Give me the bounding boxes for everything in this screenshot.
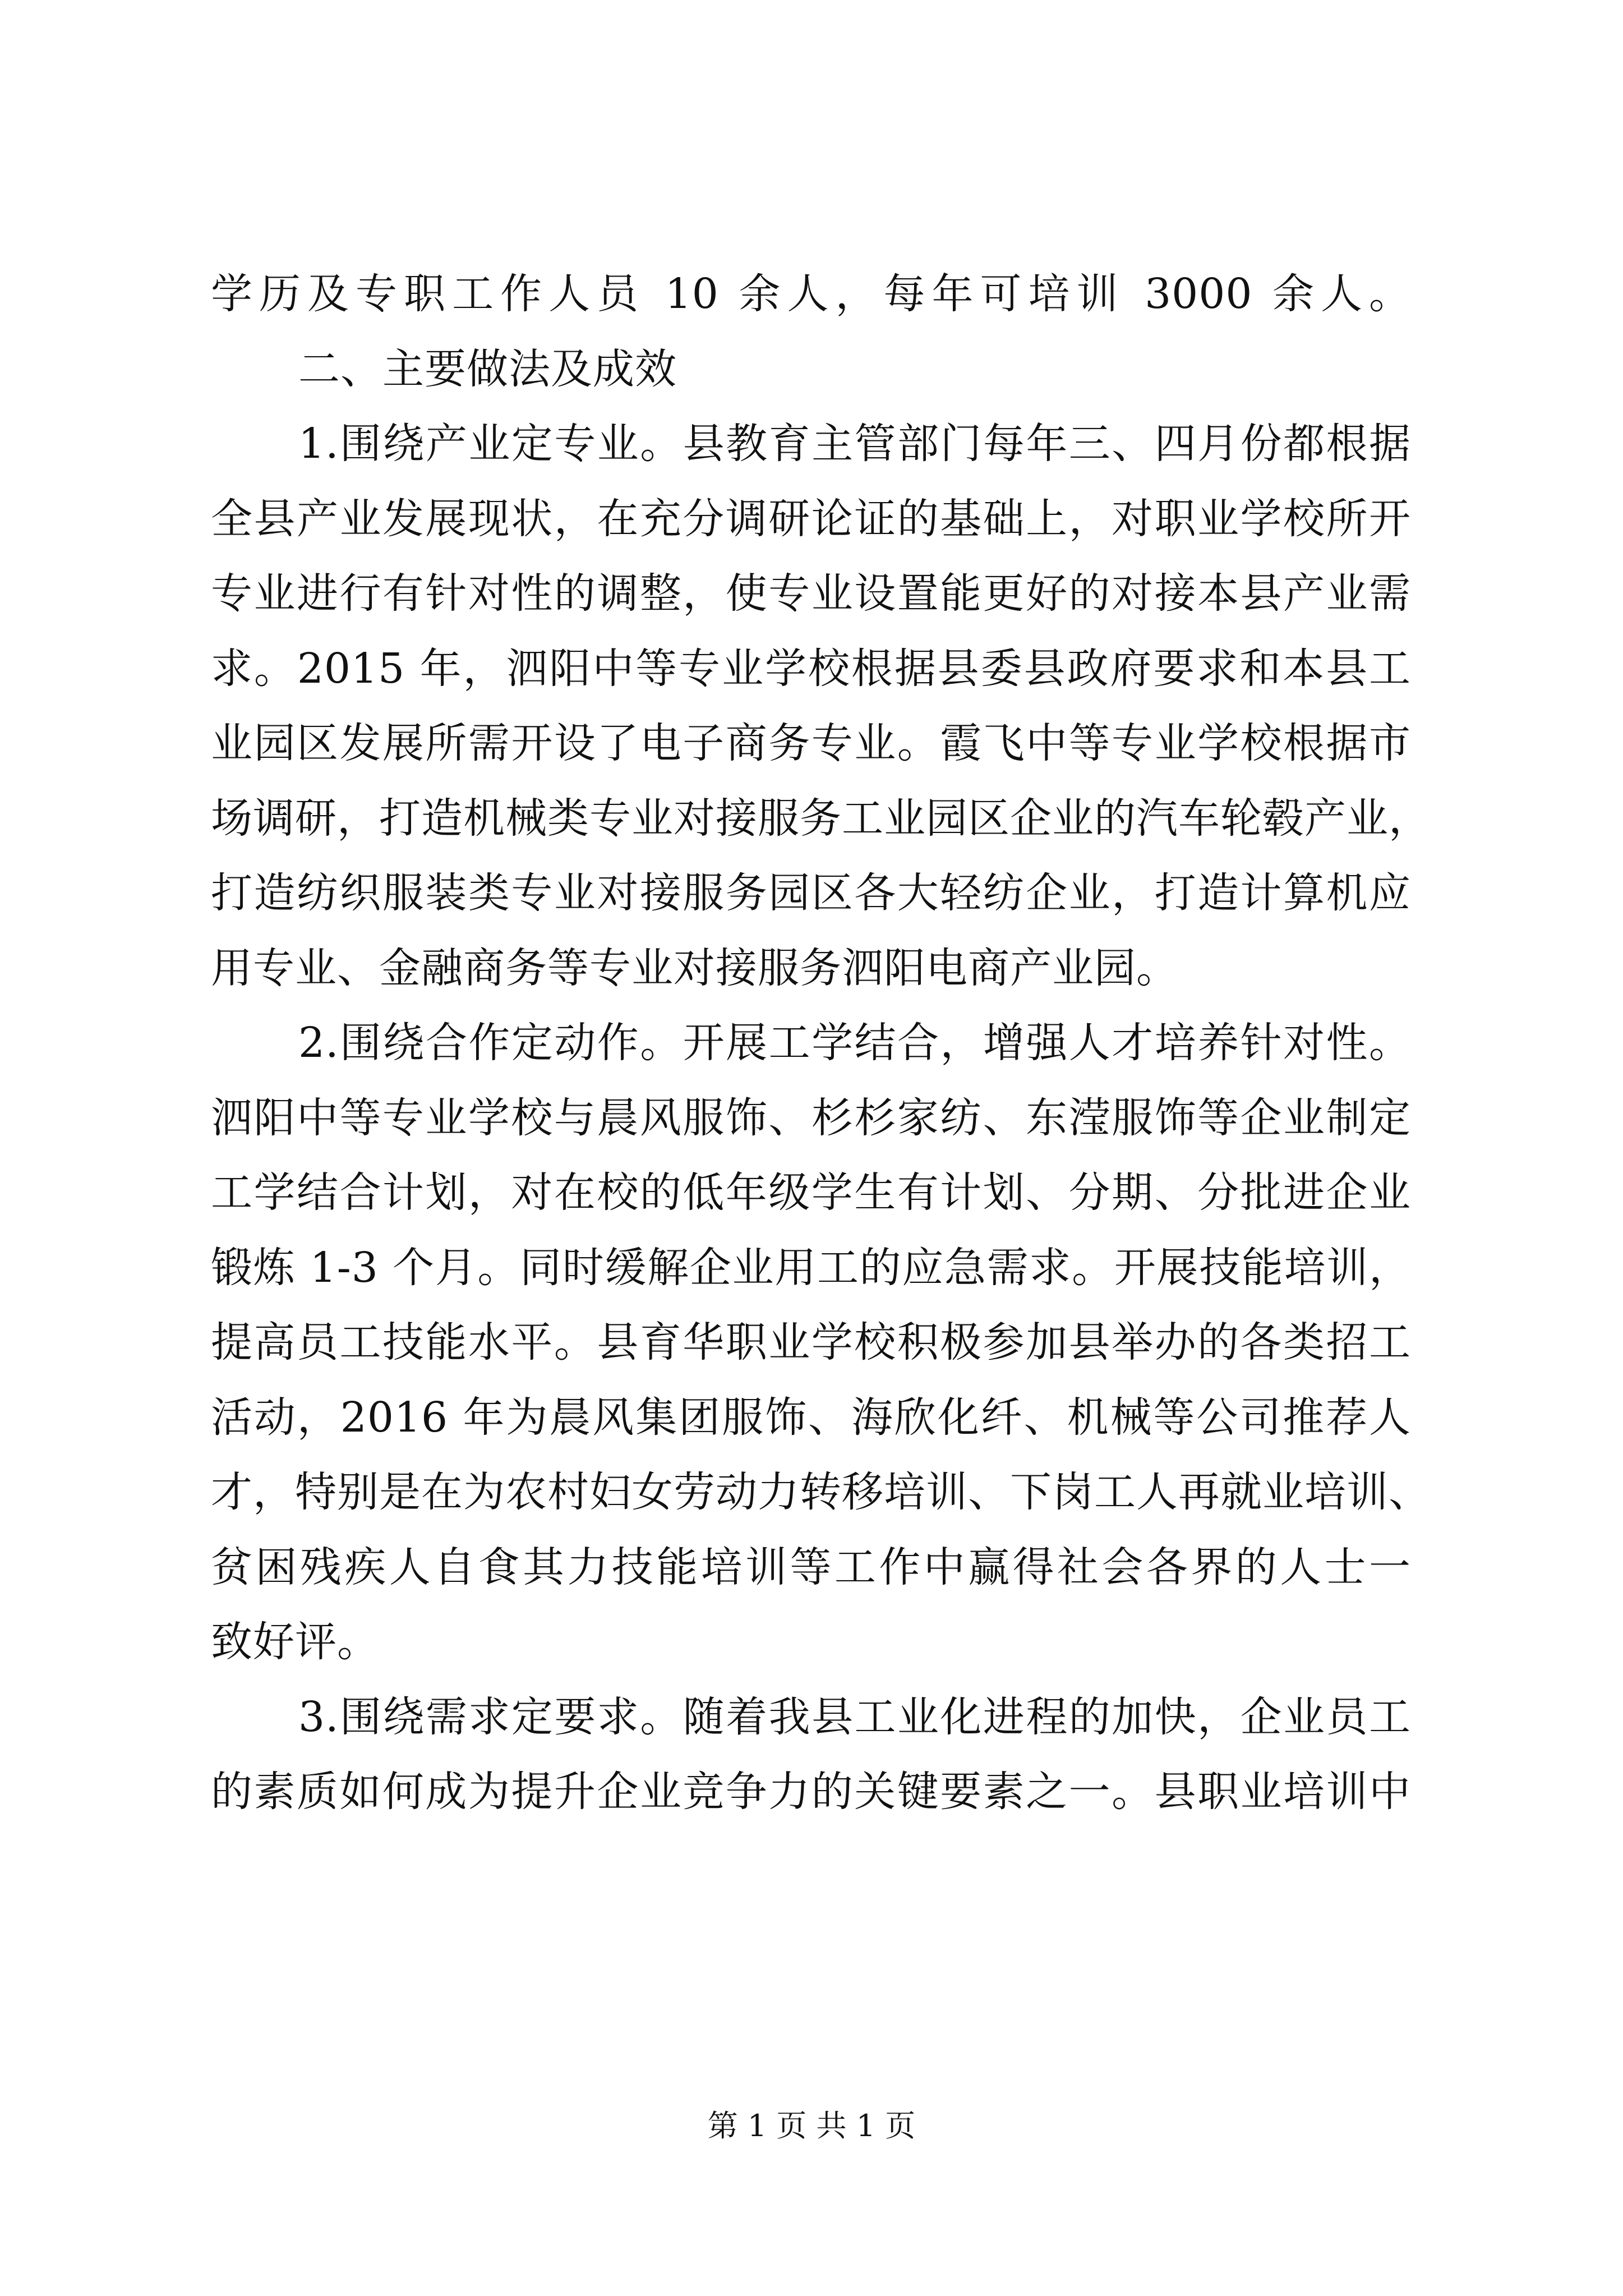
text-line: 才，特别是在为农村妇女劳动力转移培训、下岗工人再就业培训、 [211, 1468, 1431, 1516]
body-text [211, 257, 1431, 1830]
text-line: 用专业、金融商务等专业对接服务泗阳电商产业园。 [211, 944, 1178, 992]
text-line: 打造纺织服装类专业对接服务园区各大轻纺企业，打造计算机应 [211, 869, 1411, 917]
text-line: 贫困残疾人自食其力技能培训等工作中赢得社会各界的人士一 [211, 1543, 1411, 1591]
text-line: 提高员工技能水平。县育华职业学校积极参加县举办的各类招工 [211, 1318, 1411, 1366]
text-line: 2.围绕合作定动作。开展工学结合，增强人才培养针对性。 [298, 1019, 1411, 1067]
text-line: 全县产业发展现状，在充分调研论证的基础上，对职业学校所开 [211, 494, 1411, 543]
text-line: 场调研，打造机械类专业对接服务工业园区企业的汽车轮毂产业， [211, 794, 1431, 843]
text-line: 的素质如何成为提升企业竞争力的关键要素之一。县职业培训中 [211, 1768, 1411, 1816]
text-line: 3.围绕需求定要求。随着我县工业化进程的加快，企业员工 [298, 1692, 1411, 1741]
text-line: 求。2015 年，泗阳中等专业学校根据县委县政府要求和本县工 [211, 644, 1411, 693]
text-line: 工学结合计划，对在校的低年级学生有计划、分期、分批进企业 [211, 1168, 1411, 1217]
section-heading: 二、主要做法及成效 [298, 344, 677, 393]
text-line: 致好评。 [211, 1618, 379, 1666]
text-line: 锻炼 1-3 个月。同时缓解企业用工的应急需求。开展技能培训， [211, 1243, 1411, 1292]
text-line: 学历及专职工作人员 10 余人，每年可培训 3000 余人。 [211, 270, 1411, 318]
text-line: 活动，2016 年为晨风集团服饰、海欣化纤、机械等公司推荐人 [211, 1393, 1411, 1442]
page-footer: 第 1 页 共 1 页 [707, 2108, 916, 2143]
text-line: 专业进行有针对性的调整，使专业设置能更好的对接本县产业需 [211, 569, 1411, 618]
text-line: 业园区发展所需开设了电子商务专业。霞飞中等专业学校根据市 [211, 719, 1411, 767]
text-line: 1.围绕产业定专业。县教育主管部门每年三、四月份都根据 [298, 420, 1411, 468]
text-line: 泗阳中等专业学校与晨风服饰、杉杉家纺、东滢服饰等企业制定 [211, 1093, 1411, 1142]
